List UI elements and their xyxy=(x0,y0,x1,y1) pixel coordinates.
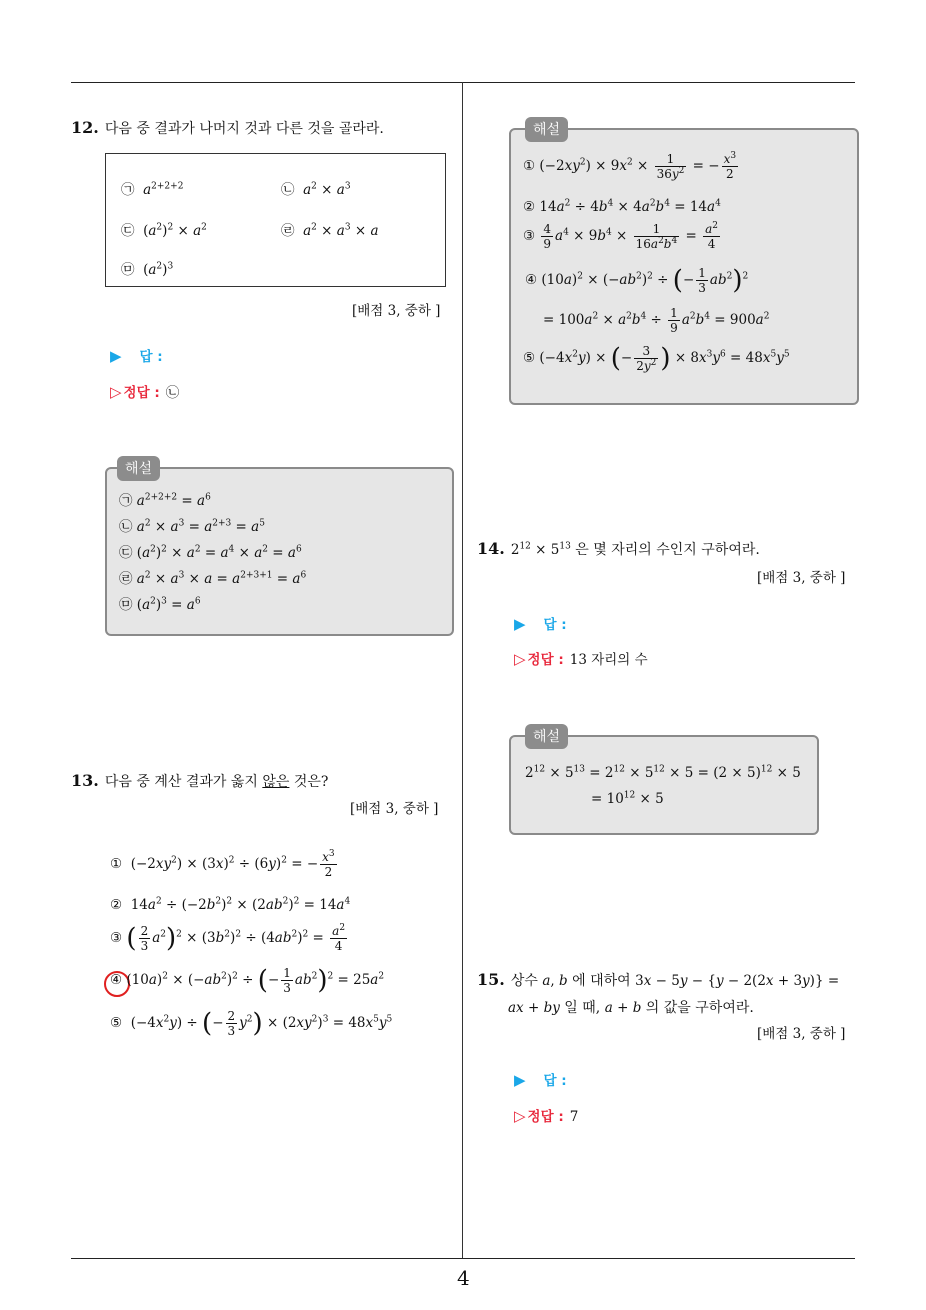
q13-solution-line-2: ② $14a^2 \div 4b^4 \times 4a^2b^4 = 14a^4$ xyxy=(523,198,721,215)
q14-solution-line-2: = $10^{12} \times 5$ xyxy=(591,790,664,807)
q13-choice-4[interactable]: ④ $(10a)^2 \times (-ab^2)^2$ ÷ (− $\frac{1}{3}$ $ab^2)^2 = 25a^2$ xyxy=(110,965,385,996)
q12-solution-line-d: ㉣ $a^2 \times a^3 \times a = a^{2+3+1} = a^6$ xyxy=(119,570,307,587)
q12-option-b: ㉡ $a^2 \times a^3$ xyxy=(281,181,351,198)
q14-score: [배점 3, 중하 ] xyxy=(757,570,846,586)
play-icon: ▶ xyxy=(514,615,526,633)
q15-question-line-1: 15. 상수 a, b 에 대하여 3x − 5y − {y − 2(2x + 3y)} = xyxy=(477,970,840,989)
q15-question-line-2: ax + by 일 때, a + b 의 값을 구하여라. xyxy=(508,1000,754,1016)
q12-solution-line-b: ㉡ $a^2 \times a^3 = a^{2+3} = a^5$ xyxy=(119,518,265,535)
q15-correct-row: ▷ 정답 : 7 xyxy=(514,1107,579,1125)
page-number: 4 xyxy=(457,1266,470,1290)
q12-solution-line-a: ㉠ $a^{2+2+2} = a^6$ xyxy=(119,492,211,509)
q12-score: [배점 3, 중하 ] xyxy=(352,303,441,319)
q13-solution-tag: 해설 xyxy=(525,117,568,142)
q12-correct-row xyxy=(110,381,179,401)
q13-solution-line-4a: ④ $(10a)^2 \times (-ab^2)^2$ ÷ (− $\frac{1}{3}$ $ab^2)^2$ xyxy=(525,265,749,296)
q13-score: [배점 3, 중하 ] xyxy=(350,801,439,817)
q13-choice-5[interactable]: ⑤ $(-4x^2y)$ ÷ (− $\frac{2}{3}$ $y^2) \times (2xy^2)^3 = 48x^5y^5$ xyxy=(110,1008,393,1039)
q12-question xyxy=(71,118,384,138)
q15-number: 15. xyxy=(477,970,505,989)
q12-solution-box xyxy=(105,461,454,636)
q12-number: 12. xyxy=(71,118,99,137)
outline-triangle-icon: ▷ xyxy=(514,1107,526,1125)
q15-correct-value: 7 xyxy=(569,1109,579,1125)
q14-solution-box xyxy=(509,729,819,835)
q12-correct-value: ㉡ xyxy=(165,385,180,401)
outline-triangle-icon: ▷ xyxy=(514,650,526,668)
q14-answer-row: ▶ 답 : xyxy=(514,615,567,633)
q12-option-c: ㉢ $(a^2)^2 \times a^2$ xyxy=(121,222,207,239)
q12-option-d: ㉣ $a^2 \times a^3 \times a$ xyxy=(281,222,379,239)
play-icon: ▶ xyxy=(110,347,122,365)
q12-option-e: ㉤ $(a^2)^3$ xyxy=(121,261,174,278)
q12-option-a: ㉠ $a^{2+2+2}$ xyxy=(121,181,184,198)
q12-solution-line-e: ㉤ $(a^2)^3 = a^6$ xyxy=(119,596,201,613)
q12-solution-tag: 해설 xyxy=(117,456,160,481)
play-icon: ▶ xyxy=(514,1071,526,1089)
q14-solution-tag: 해설 xyxy=(525,724,568,749)
q15-score: [배점 3, 중하 ] xyxy=(757,1026,846,1042)
q14-question: 14. $2^{12} \times 5^{13}$ 은 몇 자리의 수인지 구하여라. xyxy=(477,539,760,558)
top-rule xyxy=(71,82,855,83)
q12-answer-row xyxy=(110,345,163,365)
q13-choice-1[interactable]: ① $(-2xy^2) \times (3x)^2 \div (6y)^2$ = − $\frac{x^3}{2}$ xyxy=(110,849,335,879)
q15-answer-row: ▶ 답 : xyxy=(514,1071,567,1089)
bottom-rule xyxy=(71,1258,855,1259)
q14-number: 14. xyxy=(477,539,505,558)
q13-solution-line-4b: = $100a^2 \times a^2b^4$ ÷ $\frac{1}{9}$ $a^2b^4 = 900a^2$ xyxy=(543,306,770,335)
q12-correct-label: 정답 : xyxy=(123,385,160,401)
q13-number: 13. xyxy=(71,771,99,790)
q13-question: 13. 다음 중 계산 결과가 옳지 않은 것은? xyxy=(71,771,329,790)
q13-choice-3[interactable]: ③ ( $\frac{2}{3}$ $a^2)^2 \times (3b^2)^2 \div (4ab^2)^2$ = $\frac{a^2}{4}$ xyxy=(110,923,346,954)
column-divider xyxy=(462,82,463,1258)
q14-solution-line-1: $2^{12} \times 5^{13} = 2^{12} \times 5^{12} \times 5 = (2 \times 5)^{12} \times 5$ xyxy=(525,764,801,781)
q13-solution-box xyxy=(509,122,859,405)
q12-solution-line-c: ㉢ $(a^2)^2 \times a^2 = a^4 \times a^2 = a^6$ xyxy=(119,544,302,561)
q13-choice-2[interactable]: ② $14a^2 \div (-2b^2)^2 \times (2ab^2)^2 = 14a^4$ xyxy=(110,896,351,913)
q13-solution-line-5: ⑤ $(-4x^2y)$ × (− $\frac{3}{2y^2}$ ) × $8x^3y^6 = 48x^5y^5$ xyxy=(523,343,790,374)
q12-text: 다음 중 결과가 나머지 것과 다른 것을 골라라. xyxy=(104,121,384,137)
q14-correct-row: ▷ 정답 : 13 자리의 수 xyxy=(514,650,648,668)
q14-correct-value: 13 자리의 수 xyxy=(569,652,648,668)
q12-answer-label: 답 : xyxy=(139,349,163,365)
q13-solution-line-3: ③ $\frac{4}{9}$ $a^4 \times 9b^4$ × $\frac{1}{16a^2b^4}$ = $\frac{a^2}{4}$ xyxy=(523,221,719,251)
outline-triangle-icon: ▷ xyxy=(110,383,122,401)
q14-text: 은 몇 자리의 수인지 구하여라. xyxy=(570,542,760,558)
q13-solution-line-1: ① $(-2xy^2) \times 9x^2$ × $\frac{1}{36y^2}$ = − $\frac{x^3}{2}$ xyxy=(523,151,737,181)
q12-options-box xyxy=(105,153,446,287)
